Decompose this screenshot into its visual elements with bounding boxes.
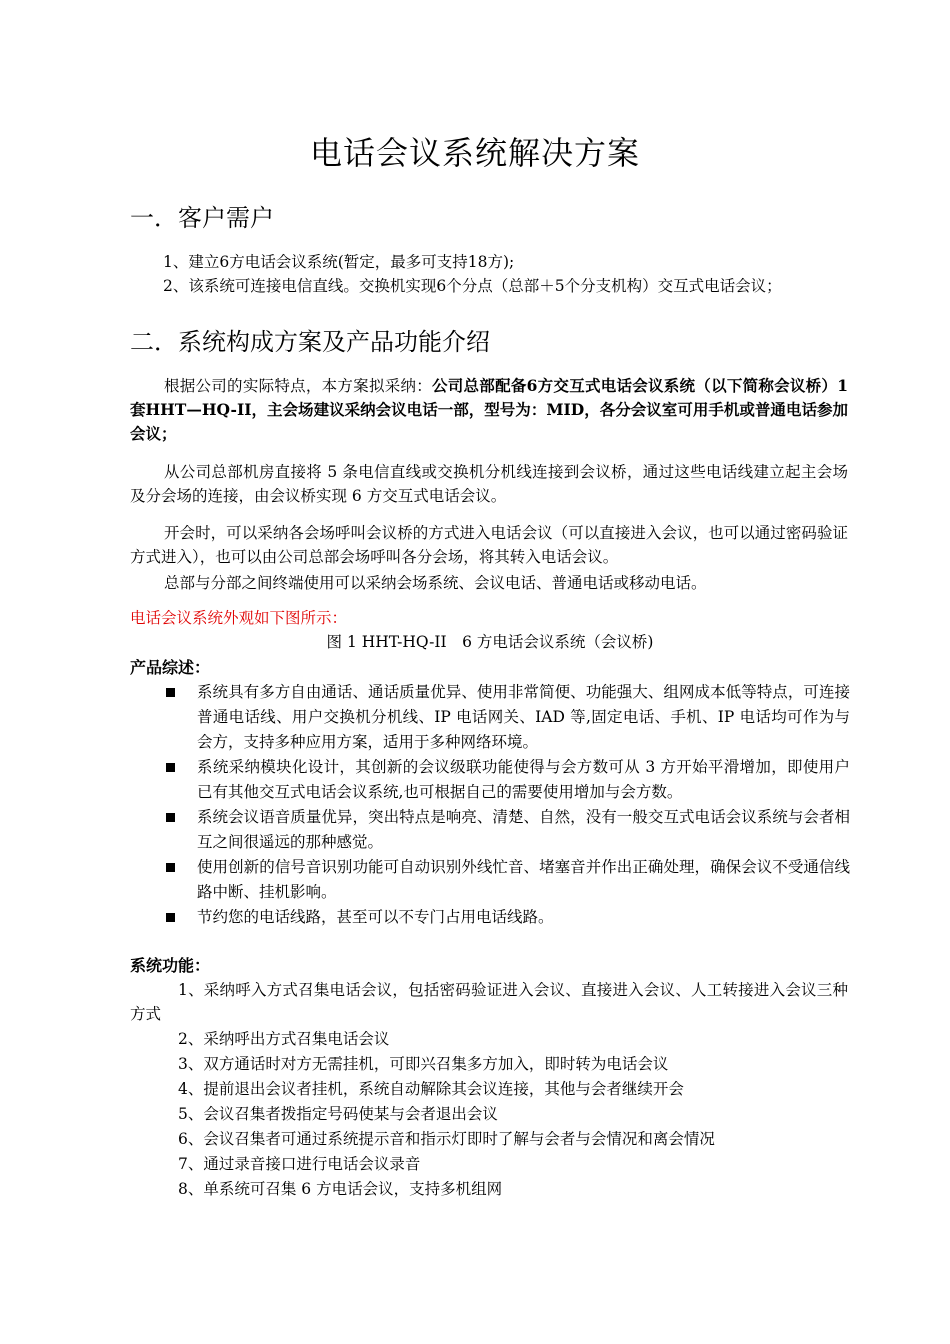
functions-item: 8、单系统可召集 6 方电话会议，支持多机组网 xyxy=(178,1180,503,1198)
functions-item: 6、会议召集者可通过系统提示音和指示灯即时了解与会者与会情况和离会情况 xyxy=(178,1130,715,1148)
bullet-square-icon xyxy=(166,863,175,872)
document-title: 电话会议系统解决方案 xyxy=(309,134,640,172)
paragraph-1-bold: 公司总部配备6方交互式电话会议系统（以下简称会议桥）1套HHT—HQ-II，主会场建议采纳会议电话一部，型号为：MID，各分会议室可用手机或普通电话参加会议； xyxy=(130,376,848,443)
section2-heading: 二．系统构成方案及产品功能介绍 xyxy=(130,328,490,356)
bullet-square-icon xyxy=(166,913,175,922)
section2-paragraph-2: 从公司总部机房直接将 5 条电信直线或交换机分机线连接到会议桥，通过这些电话线建立起主会场及分会场的连接，由会议桥实现 6 方交互式电话会议。 xyxy=(130,463,848,505)
figure-caption: 图 1 HHT-HQ-II 6 方电话会议系统（会议桥) xyxy=(326,633,654,651)
section1-heading: 一．客户需户 xyxy=(130,204,274,232)
list-item-text: 使用创新的信号音识别功能可自动识别外线忙音、堵塞音并作出正确处理，确保会议不受通信线路中断、挂机影响。 xyxy=(197,858,850,901)
functions-item-1: 1、采纳呼入方式召集电话会议，包括密码验证进入会议、直接进入会议、人工转接进入会议三种方式 xyxy=(130,981,848,1023)
functions-item: 3、双方通话时对方无需挂机，可即兴召集多方加入，即时转为电话会议 xyxy=(178,1055,669,1073)
section2-paragraph-1 xyxy=(130,374,848,446)
list-item xyxy=(160,855,850,905)
figure-note: 电话会议系统外观如下图所示： xyxy=(130,609,348,627)
section1-item-1: 1、建立6方电话会议系统(暂定，最多可支持18方); xyxy=(163,253,515,271)
functions-item: 2、采纳呼出方式召集电话会议 xyxy=(178,1030,390,1048)
section2-paragraph-3: 开会时，可以采纳各会场呼叫会议桥的方式进入电话会议（可以直接进入会议，也可以通过密码验证方式进入），也可以由公司总部会场呼叫各分会场，将其转入电话会议。 xyxy=(130,524,848,566)
bullet-square-icon xyxy=(166,763,175,772)
functions-item: 5、会议召集者拨指定号码使某与会者退出会议 xyxy=(178,1105,498,1123)
overview-bullet-list xyxy=(160,680,850,930)
list-item-text: 节约您的电话线路，甚至可以不专门占用电话线路。 xyxy=(197,908,554,926)
list-item-text: 系统具有多方自由通话、通话质量优异、使用非常简便、功能强大、组网成本低等特点，可连接普通电话线、用户交换机分机线、IP 电话网关、IAD 等,固定电话、手机、IP 电话均可作为与会方，支持多种应用方案，适用于多种网络环境。 xyxy=(197,683,850,751)
list-item xyxy=(160,755,850,805)
paragraph-1-normal: 根据公司的实际特点，本方案拟采纳： xyxy=(164,377,433,395)
list-item xyxy=(160,805,850,855)
section1-item-2: 2、该系统可连接电信直线。交换机实现6个分点（总部＋5个分支机构）交互式电话会议； xyxy=(163,277,782,295)
bullet-square-icon xyxy=(166,813,175,822)
functions-item: 7、通过录音接口进行电话会议录音 xyxy=(178,1155,421,1173)
functions-heading: 系统功能： xyxy=(130,956,211,975)
list-item-text: 系统采纳模块化设计，其创新的会议级联功能使得与会方数可从 3 方开始平滑增加，即使用户已有其他交互式电话会议系统,也可根据自己的需要使用增加与会方数。 xyxy=(197,758,850,801)
list-item-text: 系统会议语音质量优异，突出特点是响亮、清楚、自然，没有一般交互式电话会议系统与会者相互之间很遥远的那种感觉。 xyxy=(197,808,850,851)
overview-heading: 产品综述： xyxy=(130,658,211,677)
section2-paragraph-4: 总部与分部之间终端使用可以采纳会场系统、会议电话、普通电话或移动电话。 xyxy=(164,574,707,592)
functions-item: 4、提前退出会议者挂机，系统自动解除其会议连接，其他与会者继续开会 xyxy=(178,1080,684,1098)
bullet-square-icon xyxy=(166,688,175,697)
list-item xyxy=(160,905,850,930)
list-item xyxy=(160,680,850,755)
